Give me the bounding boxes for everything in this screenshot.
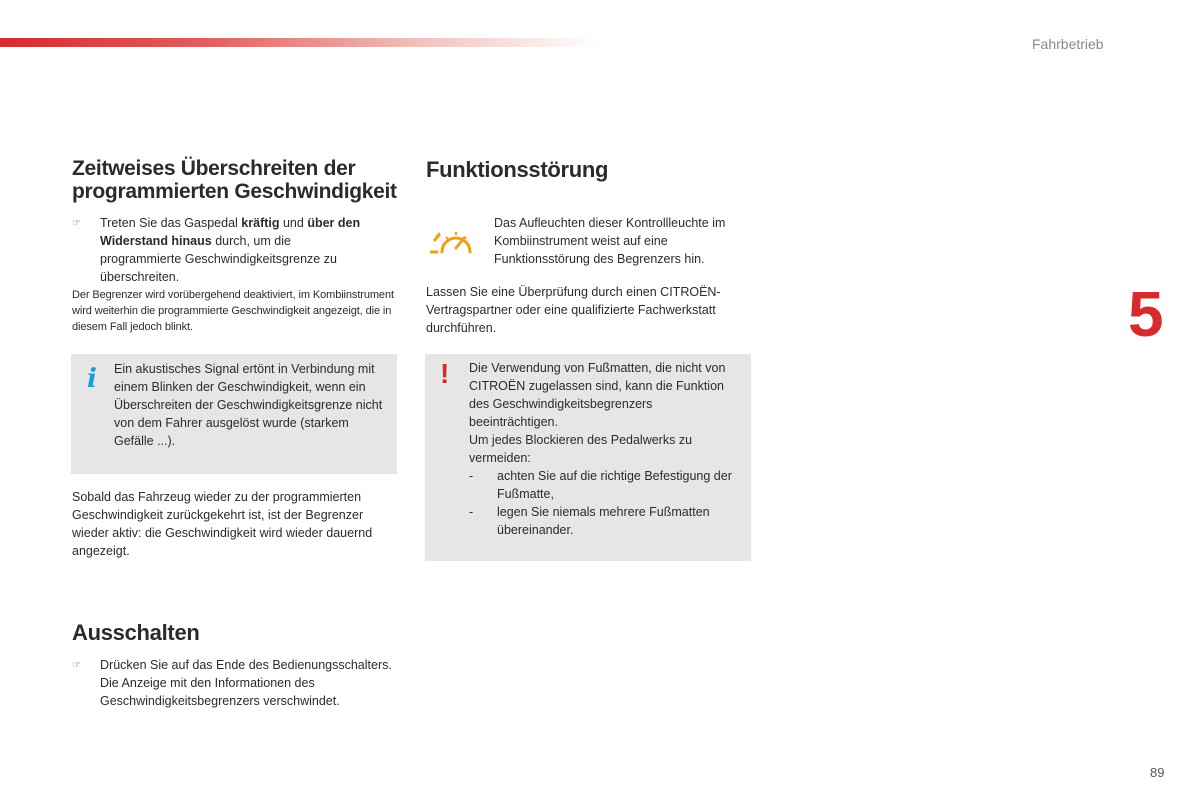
switch-off-text: Drücken Sie auf das Ende des Bedienungsschalters. Die Anzeige mit den Informationen des Geschwindigkeitsbegrenzers verschwindet.	[100, 658, 392, 708]
override-instruction	[72, 214, 372, 286]
list-item	[469, 467, 739, 503]
override-note: Der Begrenzer wird vorübergehend deaktiviert, im Kombiinstrument wird weiterhin die programmierte Geschwindigkeit angezeigt, die in diesem Fall jedoch blinkt.	[72, 289, 394, 333]
header-accent-bar	[0, 38, 600, 47]
warning-box	[425, 354, 751, 561]
switch-off-instruction	[72, 656, 402, 710]
dash-marker: -	[469, 505, 474, 519]
info-box	[71, 354, 397, 474]
list-item-text: achten Sie auf die richtige Befestigung der Fußmatte,	[497, 469, 732, 501]
dash-marker: -	[469, 469, 474, 483]
chapter-number: 5	[1128, 278, 1164, 350]
warning-lead: Um jedes Blockieren des Pedalwerks zu vermeiden:	[469, 433, 693, 465]
info-icon: i	[87, 364, 97, 394]
hand-pointer-icon: ☞	[72, 660, 81, 671]
list-item	[469, 503, 739, 539]
heading-switch-off: Ausschalten	[72, 620, 200, 645]
warning-lamp-description: Das Aufleuchten dieser Kontrollleuchte im Kombiinstrument weist auf eine Funktionsstörung des Begrenzers hin.	[494, 216, 726, 266]
heading-temporary-override: Zeitweises Überschreiten der programmierten Geschwindigkeit	[72, 157, 397, 203]
reactivation-paragraph: Sobald das Fahrzeug wieder zu der programmierten Geschwindigkeit zurückgekehrt ist, ist der Begrenzer wieder aktiv: die Geschwindigkeit wird wieder dauernd angezeigt.	[72, 490, 373, 558]
warning-intro: Die Verwendung von Fußmatten, die nicht von CITROËN zugelassen sind, kann die Funktion des Geschwindigkeitsbegrenzers beeinträchtigen.	[469, 361, 726, 429]
section-title: Fahrbetrieb	[1032, 36, 1104, 52]
warning-box-content	[469, 359, 739, 539]
page-number: 89	[1150, 765, 1165, 780]
hand-pointer-icon: ☞	[72, 218, 81, 229]
override-instruction-text: Treten Sie das Gaspedal kräftig und über den Widerstand hinaus durch, um die programmierte Geschwindigkeitsgrenze zu überschreiten.	[100, 216, 361, 284]
speed-limiter-fault-icon	[430, 222, 478, 262]
service-paragraph: Lassen Sie eine Überprüfung durch einen CITROËN-Vertragspartner oder eine qualifizierte Fachwerkstatt durchführen.	[426, 285, 721, 335]
heading-malfunction: Funktionsstörung	[426, 157, 609, 182]
info-box-text: Ein akustisches Signal ertönt in Verbindung mit einem Blinken der Geschwindigkeit, wenn ein Überschreiten der Geschwindigkeitsgrenze nicht von dem Fahrer ausgelöst wurde (starkem Gefälle ...).	[114, 362, 383, 448]
exclamation-icon: !	[440, 358, 450, 389]
list-item-text: legen Sie niemals mehrere Fußmatten übereinander.	[497, 505, 710, 537]
